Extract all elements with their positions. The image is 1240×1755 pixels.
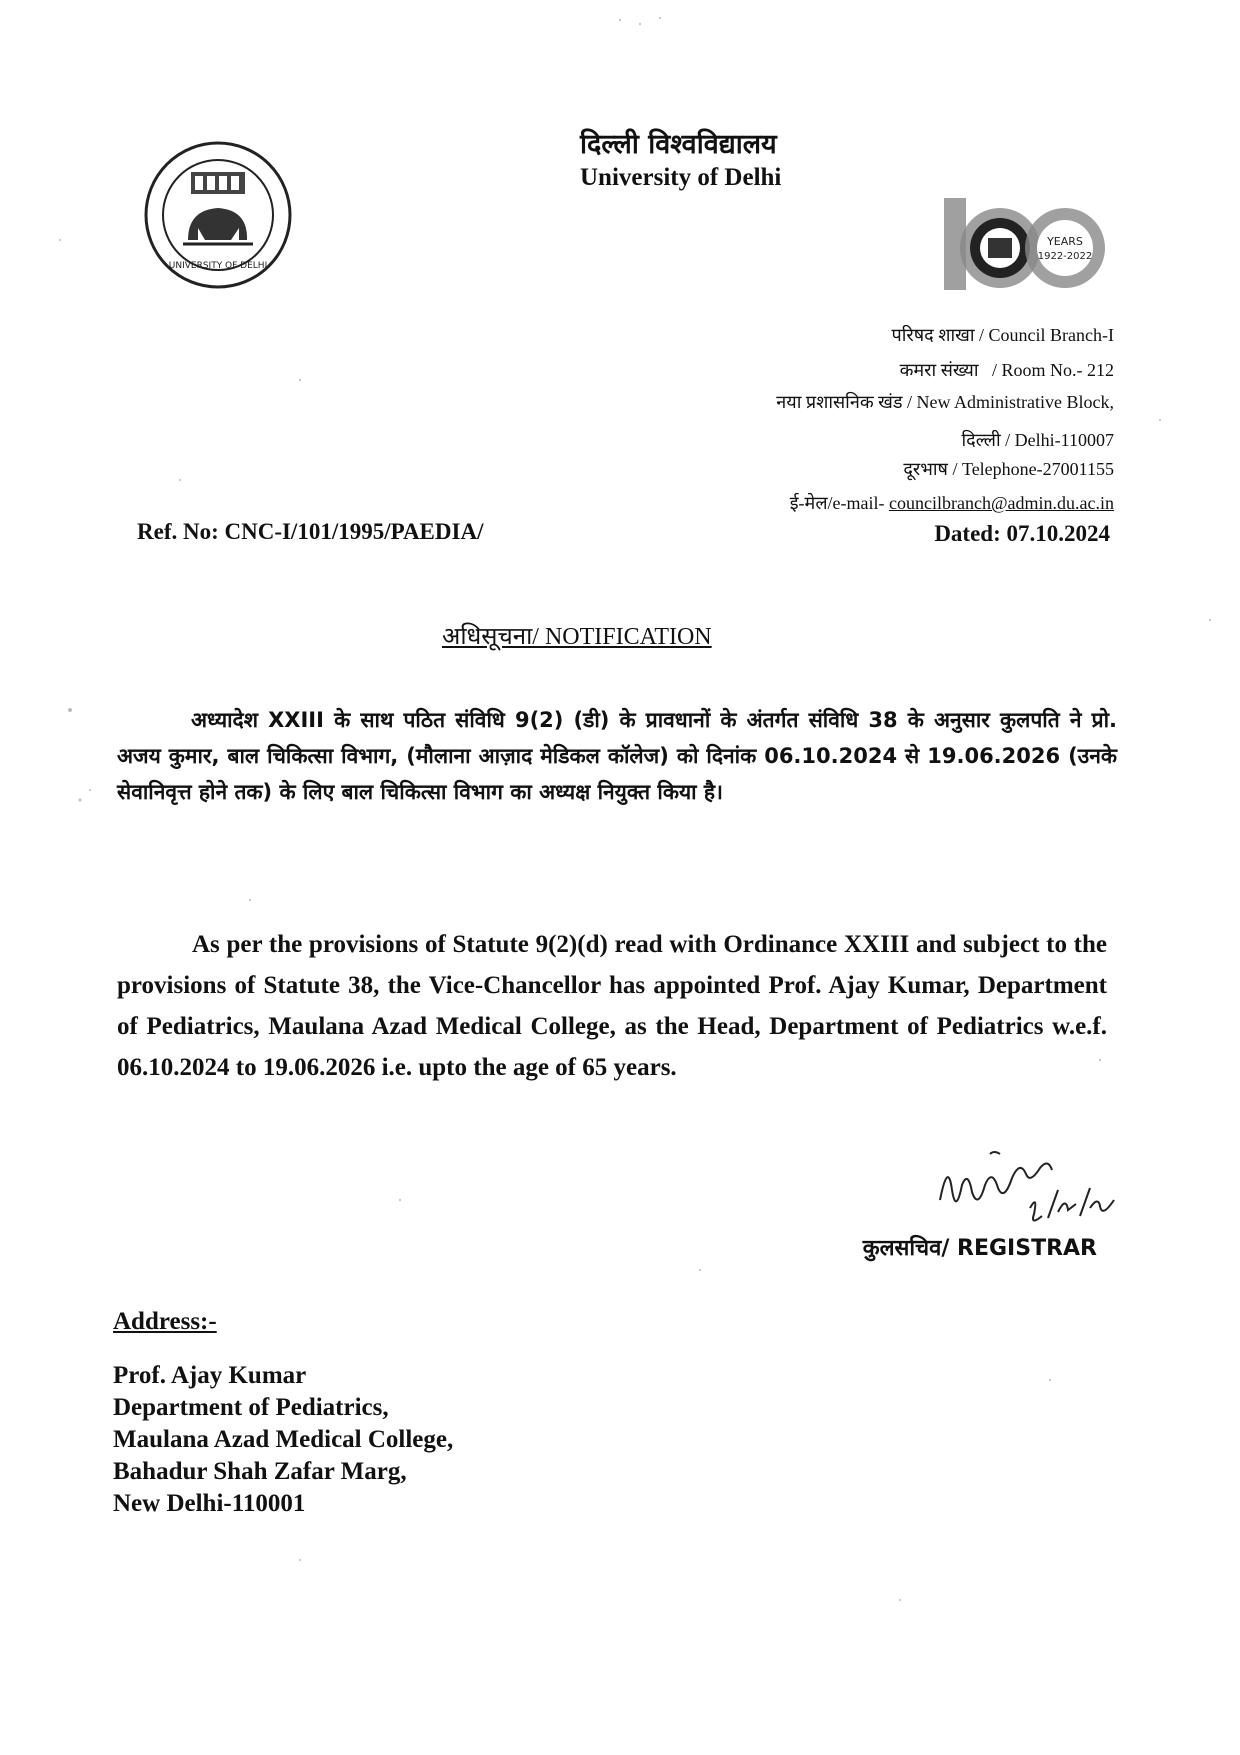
reference-number: Ref. No: CNC-I/101/1995/PAEDIA/ bbox=[137, 519, 484, 544]
notification-body-english: As per the provisions of Statute 9(2)(d) read with Ordinance XXIII and subject to the provisions of Statute 38, the Vice-Chancellor has appointed Prof. Ajay Kumar, Department of Pediatrics, Maulana Azad Medical College, as the Head, Department of Pediatrics w.e.f. 06.10.2024 to 19.06.2026 i.e. upto the age of 65 years. bbox=[117, 931, 1107, 1081]
centenary-logo bbox=[940, 190, 1110, 305]
address-line: New Delhi-110001 bbox=[113, 1490, 306, 1517]
address-line: Prof. Ajay Kumar bbox=[113, 1362, 307, 1389]
registrar-signature bbox=[930, 1130, 1130, 1240]
office-email-line bbox=[790, 491, 1114, 515]
email-link[interactable]: councilbranch@admin.du.ac.in bbox=[889, 493, 1114, 513]
office-block: नया प्रशासनिक खंड / New Administrative Block, bbox=[776, 392, 1114, 412]
svg-text:UNIVERSITY OF DELHI: UNIVERSITY OF DELHI bbox=[168, 261, 268, 271]
office-telephone: दूरभाष / Telephone-27001155 bbox=[903, 459, 1114, 479]
notification-title: अधिसूचना/ NOTIFICATION bbox=[442, 624, 712, 650]
university-name-english: University of Delhi bbox=[580, 164, 782, 191]
university-name-hindi: दिल्ली विश्वविद्यालय bbox=[580, 129, 777, 160]
address-line: Maulana Azad Medical College, bbox=[113, 1426, 454, 1453]
registrar-label: कुलसचिव/ REGISTRAR bbox=[862, 1236, 1097, 1261]
notification-body-hindi: अध्यादेश XXIII के साथ पठित संविधि 9(2) (डी) के प्रावधानों के अंतर्गत संविधि 38 के अनुसार कुलपति ने प्रो. अजय कुमार, बाल चिकित्सा विभाग, (मौलाना आज़ाद मेडिकल कॉलेज) को दिनांक 06.10.2024 से 19.06.2026 (उनके सेवानिवृत्त होने तक) के लिए बाल चिकित्सा विभाग का अध्यक्ष नियुक्त किया है। bbox=[117, 708, 1117, 804]
svg-text:1922-2022: 1922-2022 bbox=[1037, 251, 1093, 262]
office-room: कमरा संख्या / Room No.- 212 bbox=[899, 360, 1114, 380]
addressee-block bbox=[113, 1360, 453, 1520]
registrar-designation bbox=[863, 1232, 1097, 1262]
address-line: Department of Pediatrics, bbox=[113, 1394, 389, 1421]
address-heading: Address:- bbox=[113, 1308, 217, 1335]
university-seal bbox=[143, 140, 293, 290]
office-city: दिल्ली / Delhi-110007 bbox=[961, 430, 1114, 450]
address-line: Bahadur Shah Zafar Marg, bbox=[113, 1458, 407, 1485]
document-date: Dated: 07.10.2024 bbox=[934, 521, 1110, 546]
office-branch: परिषद शाखा / Council Branch-I bbox=[891, 325, 1114, 345]
email-label: ई-मेल/e-mail- bbox=[789, 493, 889, 513]
svg-text:YEARS: YEARS bbox=[1047, 235, 1083, 248]
